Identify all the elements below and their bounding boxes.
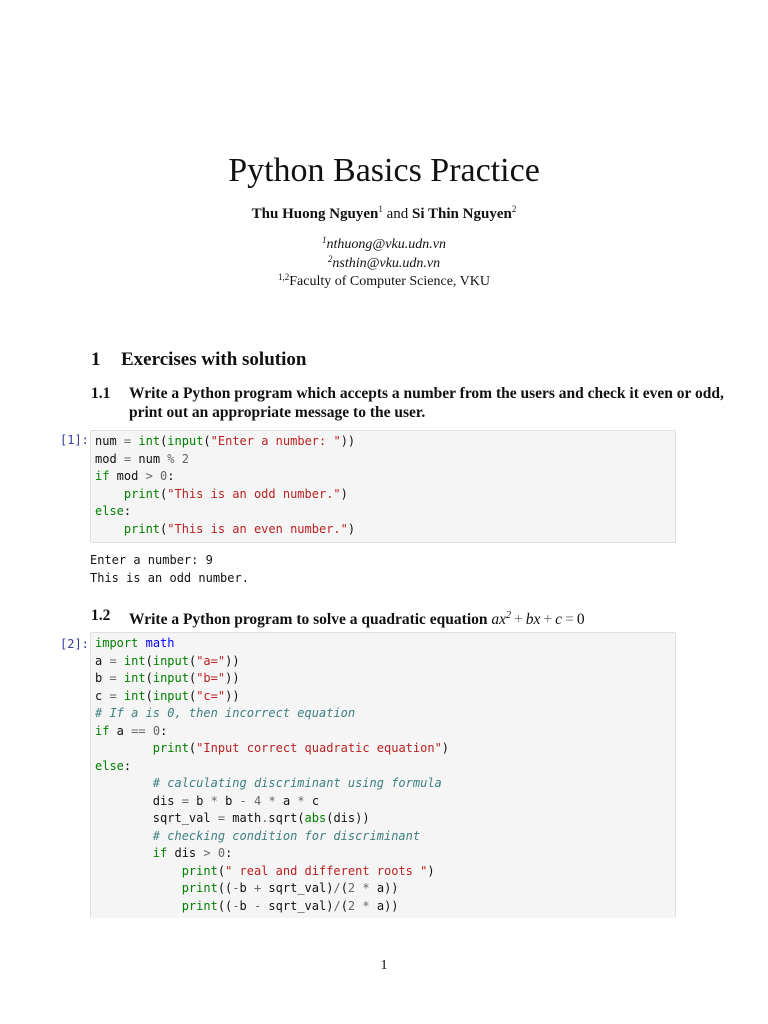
code-line: # calculating discriminant using formula bbox=[152, 776, 442, 790]
author-1: Thu Huong Nguyen bbox=[251, 206, 379, 222]
code-line: num = int(input("Enter a number: ")) bbox=[95, 434, 356, 448]
affiliation-1-sup: 1 bbox=[322, 235, 327, 245]
code-line: mod = num % 2 bbox=[95, 451, 189, 466]
code-line: a = int(input("a=")) bbox=[95, 653, 240, 668]
affiliation-1 bbox=[0, 235, 768, 253]
paper-title: Python Basics Practice bbox=[228, 152, 540, 189]
code-line: sqrt_val = math.sqrt(abs(dis)) bbox=[95, 811, 370, 825]
section-title: Exercises with solution bbox=[121, 349, 307, 370]
code-cell-2-source bbox=[91, 633, 675, 917]
subsection-1-2-number: 1.2 bbox=[91, 607, 111, 624]
output-line: Enter a number: 9 bbox=[90, 553, 213, 567]
subsection-1-2-title-line bbox=[129, 606, 729, 629]
code-line: b = int(input("b=")) bbox=[95, 671, 240, 685]
affiliation-3-sup: 1,2 bbox=[277, 272, 290, 282]
subsection-1-1-number: 1.1 bbox=[91, 385, 111, 402]
code-cell-1-source bbox=[91, 431, 675, 540]
code-cell-1[interactable] bbox=[90, 430, 676, 543]
code-line: print("Input correct quadratic equation") bbox=[152, 741, 450, 755]
cell-2-prompt: [2]: bbox=[60, 637, 89, 651]
code-line: c = int(input("c=")) bbox=[95, 688, 240, 703]
subsection-1-1-title: Write a Python program which accepts a number from the users and check it even or odd, print out an appropriate message to the user. bbox=[129, 385, 724, 421]
code-line: else: bbox=[95, 504, 132, 518]
code-line: # If a is 0, then incorrect equation bbox=[95, 706, 356, 720]
subsection-1-2-heading bbox=[91, 606, 711, 626]
affiliation-2 bbox=[0, 254, 768, 272]
code-line: import math bbox=[95, 636, 175, 650]
author-2: Si Thin Nguyen bbox=[412, 206, 512, 222]
output-line: This is an odd number. bbox=[90, 570, 249, 585]
subsection-1-1-heading bbox=[91, 384, 724, 424]
code-line: # checking condition for discriminant bbox=[152, 828, 421, 843]
code-line: if a == 0: bbox=[95, 723, 168, 738]
quadratic-equation: $ax^2$ + bx + c = 0 bbox=[491, 610, 585, 628]
code-line: print((-b + sqrt_val)/(2 * a)) bbox=[181, 881, 399, 895]
code-line: dis = b * b - 4 * a * c bbox=[95, 793, 320, 808]
author-2-sup: 2 bbox=[511, 204, 517, 214]
authors-conjunction: and bbox=[386, 206, 409, 222]
code-cell-2[interactable] bbox=[90, 632, 676, 918]
affiliation-3-text: Faculty of Computer Science, VKU bbox=[289, 274, 490, 289]
cell-1-output bbox=[90, 552, 249, 587]
code-line: print((-b - sqrt_val)/(2 * a)) bbox=[181, 898, 399, 913]
author-1-sup: 1 bbox=[378, 204, 383, 214]
affiliation-2-sup: 2 bbox=[327, 254, 333, 264]
code-line: print("This is an even number.") bbox=[123, 521, 356, 536]
page-number: 1 bbox=[380, 958, 388, 973]
code-line: print("This is an odd number.") bbox=[123, 486, 348, 501]
code-line: if dis > 0: bbox=[152, 846, 233, 860]
code-line: print(" real and different roots ") bbox=[181, 863, 435, 878]
affiliation-2-email: nsthin@vku.udn.vn bbox=[332, 256, 441, 271]
code-line: else: bbox=[95, 758, 132, 773]
subsection-1-2-title: Write a Python program to solve a quadratic equation bbox=[129, 611, 488, 628]
authors-line bbox=[0, 204, 768, 223]
cell-1-prompt: [1]: bbox=[60, 433, 89, 447]
section-heading bbox=[91, 349, 306, 371]
affiliation-3 bbox=[0, 272, 768, 290]
affiliation-1-email: nthuong@vku.udn.vn bbox=[326, 237, 446, 252]
section-number: 1 bbox=[91, 349, 101, 370]
code-line: if mod > 0: bbox=[95, 469, 175, 483]
